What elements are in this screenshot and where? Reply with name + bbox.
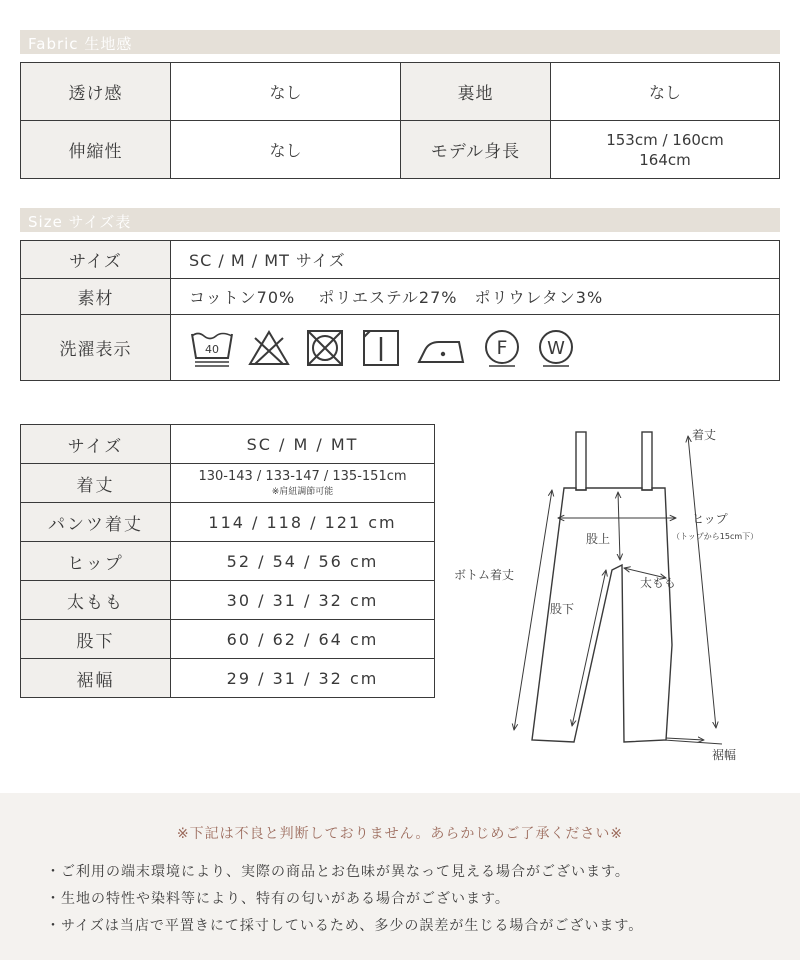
table-row — [21, 241, 780, 279]
inseam-diagram-label: 股下 — [550, 602, 575, 616]
inseam-value: 60 / 62 / 64 cm — [171, 620, 435, 659]
measurement-diagram — [440, 420, 780, 770]
bottom-length-arrow — [514, 490, 552, 730]
table-row — [21, 63, 780, 121]
bottom-length-diagram-label: ボトム着丈 — [454, 568, 515, 582]
inseam-arrow — [572, 570, 606, 726]
lining-label: 裏地 — [401, 63, 551, 121]
fabric-section-title: Fabric 生地感 — [28, 35, 133, 53]
wash-40-icon — [189, 328, 235, 368]
size-measure-table — [20, 424, 435, 698]
thigh-diagram-label: 太もも — [640, 576, 677, 590]
table-row — [21, 620, 435, 659]
material-label: 素材 — [21, 279, 171, 315]
transparency-label: 透け感 — [21, 63, 171, 121]
care-icons-cell — [171, 315, 780, 381]
size-section-bar — [20, 208, 780, 232]
model-height-value — [551, 121, 780, 179]
inseam-label: 股下 — [21, 620, 171, 659]
product-info-table — [20, 240, 780, 381]
model-height-label: モデル身長 — [401, 121, 551, 179]
table-row — [21, 464, 435, 503]
right-strap — [642, 432, 652, 490]
thigh-label: 太もも — [21, 581, 171, 620]
wet-clean-letter: W — [547, 337, 565, 359]
no-tumble-dry-icon — [303, 328, 347, 368]
wash-temp: 40 — [205, 342, 219, 356]
transparency-value: なし — [171, 63, 401, 121]
overall-drawing — [440, 420, 780, 770]
dry-clean-letter: F — [496, 336, 508, 359]
size-label: サイズ — [21, 241, 171, 279]
length-diagram-label: 着丈 — [692, 428, 717, 442]
care-icons — [171, 327, 779, 369]
hip-diagram-label: ヒップ — [692, 512, 728, 526]
table-row — [21, 315, 780, 381]
table-row — [21, 279, 780, 315]
length-label: 着丈 — [21, 464, 171, 503]
hem-width-value: 29 / 31 / 32 cm — [171, 659, 435, 698]
length-arrow — [688, 436, 716, 728]
notes-panel — [0, 793, 800, 960]
note-item: ・生地の特性や染料等により、特有の匂いがある場合がございます。 — [46, 891, 510, 907]
lining-value: なし — [551, 63, 780, 121]
material-value: コットン70% ポリエステル27% ポリウレタン3% — [171, 279, 780, 315]
size-value: SC / M / MT サイズ — [171, 241, 780, 279]
hem-arrow — [666, 738, 704, 740]
hem-extension — [664, 740, 722, 744]
hem-diagram-label: 裾幅 — [712, 748, 737, 762]
care-label: 洗濯表示 — [21, 315, 171, 381]
length-value: 130-143 / 133-147 / 135-151cm — [198, 469, 407, 484]
table-row — [21, 659, 435, 698]
iron-low-icon — [415, 328, 469, 368]
wet-clean-w-icon — [535, 327, 577, 369]
thigh-value: 30 / 31 / 32 cm — [171, 581, 435, 620]
fabric-section-bar — [20, 30, 780, 54]
pants-length-value: 114 / 118 / 121 cm — [171, 503, 435, 542]
size-header-label: サイズ — [21, 425, 171, 464]
stretch-label: 伸縮性 — [21, 121, 171, 179]
table-row — [21, 425, 435, 464]
rise-diagram-label: 股上 — [586, 532, 611, 546]
rise-arrow — [618, 492, 620, 560]
stretch-value: なし — [171, 121, 401, 179]
size-header-value: SC / M / MT — [171, 425, 435, 464]
hip-note-diagram-label: （トップから15cm下） — [672, 532, 759, 541]
left-strap — [576, 432, 586, 490]
note-item: ・サイズは当店で平置きにて採寸しているため、多少の誤差が生じる場合がございます。 — [46, 918, 644, 934]
size-section-title: Size サイズ表 — [28, 213, 132, 231]
fabric-table — [20, 62, 780, 179]
note-item: ・ご利用の端末環境により、実際の商品とお色味が異なって見える場合がございます。 — [46, 864, 630, 880]
model-height-line1: 153cm / 160cm — [606, 130, 724, 149]
length-note: ※肩紐調節可能 — [271, 487, 334, 497]
table-row — [21, 503, 435, 542]
pants-length-label: パンツ着丈 — [21, 503, 171, 542]
length-cell — [171, 464, 435, 503]
table-row — [21, 542, 435, 581]
dry-clean-f-icon — [481, 327, 523, 369]
table-row — [21, 121, 780, 179]
hem-width-label: 裾幅 — [21, 659, 171, 698]
model-height-line2: 164cm — [639, 150, 691, 169]
line-dry-shade-icon — [359, 328, 403, 368]
notes-title: ※下記は不良と判断しておりません。あらかじめご了承ください※ — [176, 826, 624, 842]
hip-value: 52 / 54 / 56 cm — [171, 542, 435, 581]
table-row — [21, 581, 435, 620]
hip-label: ヒップ — [21, 542, 171, 581]
no-bleach-icon — [247, 328, 291, 368]
